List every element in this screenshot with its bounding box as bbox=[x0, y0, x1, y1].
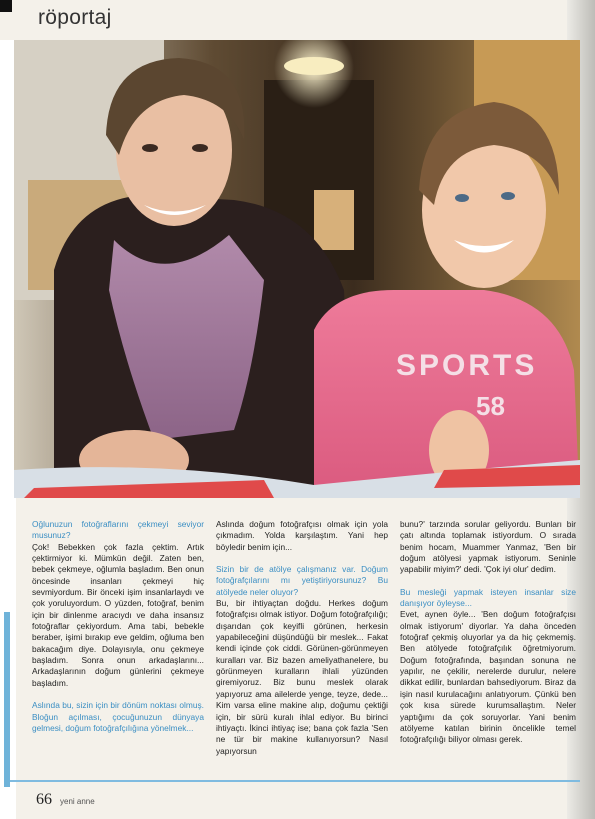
page-number: 66 bbox=[36, 791, 52, 808]
interview-question: Aslında bu, sizin için bir dönüm noktası olmuş. Bloğun açılması, çocuğunuzun dünyaya gelmesi, doğum fotoğrafçılığına yönelmek... bbox=[32, 700, 204, 733]
interview-answer: Çok! Bebekken çok fazla çektim. Artık çektirmiyor ki. Mümkün değil. Zaten ben, bebek çekmeye, oğlumla başladım. Ben onun öncesinde insanları çekmeyi hiç sevmiyordum. Bir önceki işim insanlarlaydı ve çok yoruluyordum. O yüzden, fotoğraf, benim için bir dinlenme aracıydı ve daha insansız fotoğraflar çekiyordum. Ama tabi, bebekle beraber, işimi bırakıp eve geldim, oğluma ben bakacağım diye. Dolayısıyla, onu çekmeye başladım. Sonra onun arkadaşlarını... Arkadaşlarının doğum günlerini çekmeye başladım. bbox=[32, 541, 204, 688]
article-column-2 bbox=[216, 519, 388, 781]
interview-answer: Aslında doğum fotoğrafçısı olmak için yola çıkmadım. Yolda karşılaştım. Yani hep böyledir benim için... bbox=[216, 519, 388, 552]
paragraph-gap bbox=[400, 576, 576, 587]
interview-answer: Bu, bir ihtiyaçtan doğdu. Herkes doğum fotoğrafçısı olmak istiyor. Doğum fotoğrafçılığı; dışarıdan çok keyifli görünen, herkesin yapabileceğini düşündüğü bir meslek... Fakat kendi içinde çok ciddi. Görünen-görünmeyen kuralları var. Biz bazen ameliyathanelere, bu görünmeyen kuralların ihlali yüzünden giremiyoruz. Biz bunu meslek olarak yapıyoruz ama ailelerde yenge, teyze, dede... Kim varsa eline makine alıp, doğumu çektiği için, bir sürü kuralı ihlal ediyor. Bu birinci ihtiyaçtı. İkinci ihtiyaç ise; bana çok fazla 'Sen ne tür bir makine kullanıyorsun? Nasıl yapıyorsun bbox=[216, 598, 388, 756]
interview-question: Bu mesleği yapmak isteyen insanlar size danışıyor öyleyse... bbox=[400, 586, 576, 609]
interview-question: Oğlunuzun fotoğraflarını çekmeyi seviyor musunuz? bbox=[32, 519, 204, 541]
interview-photo bbox=[14, 40, 580, 498]
header-corner-block bbox=[0, 0, 12, 12]
section-label: röportaj bbox=[38, 6, 112, 29]
article-column-3 bbox=[400, 519, 576, 781]
shirt-text: SPORTS bbox=[396, 349, 538, 382]
shirt-number: 58 bbox=[476, 391, 505, 421]
interview-answer: Evet, aynen öyle... 'Ben doğum fotoğrafçısı olmak istiyorum' diyorlar. Ya daha önceden fotoğraf çekmiş oluyorlar ya da hiç çekmemiş. Ben atölyede fotoğrafçılık öğretmiyorum. Doğum fotoğrafında, başından sonuna ne yapılır, ne çekilir, nerelerde durulur, nelere dikkat edilir, bunlardan bahsediyorum. Biraz da işin nasıl kurulacağını anlatıyorum. Çünkü ben çok kısa sürede kurumsallaştım. Neler yaptığımı da çok soruyorlar. Yani benim atölyeme katılan birinin öncelikle temel fotoğrafçılığı biliyor olması gerek. bbox=[400, 609, 576, 745]
paragraph-gap bbox=[216, 553, 388, 564]
paragraph-gap bbox=[32, 689, 204, 700]
article-column-1 bbox=[32, 519, 204, 781]
interview-answer: bunu?' tarzında sorular geliyordu. Bunları bir çatı altında toplamak istiyordum. O sırada benim hocam, Muammer Yanmaz, 'Ben bir doğum atölyesi yapmak istiyorum. Seninle yapabilir miyim?' dedi. 'Çok iyi olur' dedim. bbox=[400, 519, 576, 575]
accent-strip bbox=[4, 612, 10, 787]
article-body bbox=[32, 519, 577, 781]
magazine-name: yeni anne bbox=[60, 797, 95, 806]
interview-question: Sizin bir de atölye çalışmanız var. Doğum fotoğrafçılarını mı yetiştiriyorsunuz? Bu atölyede neler oluyor? bbox=[216, 564, 388, 597]
footer-rule bbox=[10, 780, 580, 782]
